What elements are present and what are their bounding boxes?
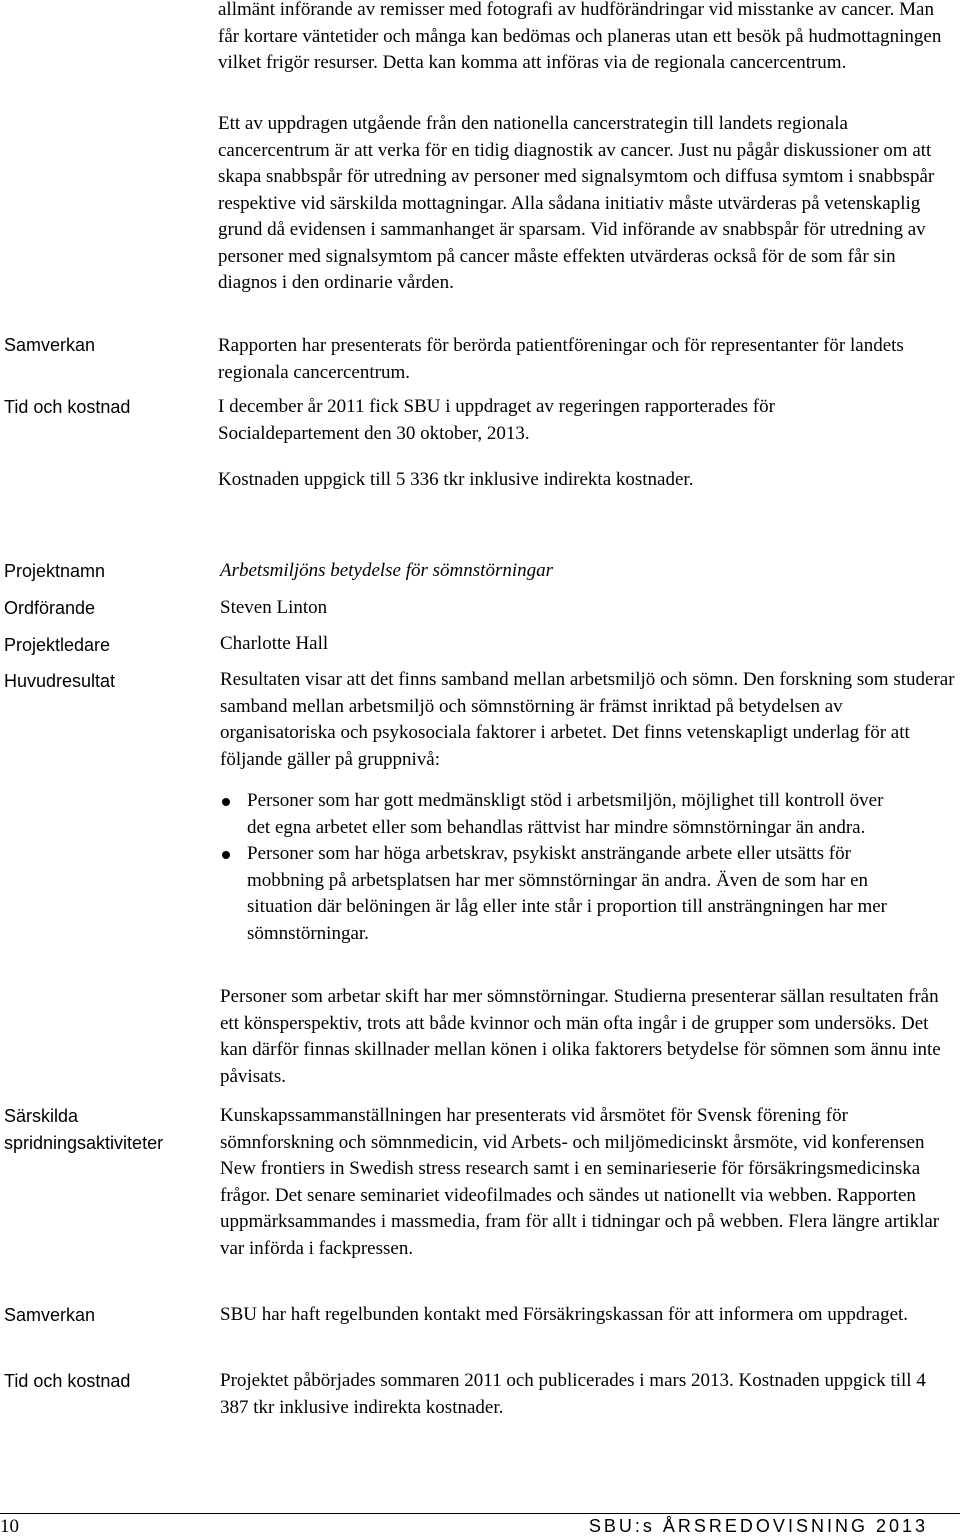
intro-paragraph: allmänt införande av remisser med fotografi av hudförändringar vid misstanke av cancer. Man får kortare väntetider och många kan bedömas och planeras utan ett besök på hudmottagningen vilket frigör resurser. Detta kan komma att införas via de regionala cancercentrum.	[218, 0, 942, 73]
leader-value: Charlotte Hall	[220, 633, 329, 654]
tid-och-kostnad-label: Tid och kostnad	[4, 397, 131, 417]
spridning-label-line-1: Särskilda	[4, 1106, 79, 1126]
result-bullet-list	[220, 788, 900, 947]
projektledare-label: Projektledare	[4, 635, 111, 655]
samverkan-label-2: Samverkan	[4, 1305, 96, 1325]
chair-value: Steven Linton	[220, 597, 328, 618]
result-bullet-item	[220, 788, 900, 841]
samverkan-text: Rapporten har presenterats för berörda patientföreningar och för representanter för landets regionala cancercentrum.	[218, 335, 904, 383]
page-number: 10	[0, 1516, 19, 1537]
project-name-value: Arbetsmiljöns betydelse för sömnstörningar	[220, 560, 554, 581]
tid-och-kostnad-label-2: Tid och kostnad	[4, 1371, 131, 1391]
spridning-label	[4, 1103, 163, 1157]
footer-divider	[0, 1513, 960, 1514]
tid-och-kostnad-text: I december år 2011 fick SBU i uppdraget av regeringen rapporterades för Socialdepartement den 30 oktober, 2013.	[218, 396, 775, 444]
spridning-label-line-2: spridningsaktiviteter	[4, 1133, 164, 1153]
bullet-icon	[222, 798, 230, 806]
bullet-text: Personer som har gott medmänskligt stöd i arbetsmiljön, möjlighet till kontroll över det egna arbetet eller som behandlas rättvist har mindre sömnstörningar än andra.	[247, 790, 884, 838]
ordforande-label: Ordförande	[4, 598, 96, 618]
running-title: SBU:s ÅRSREDOVISNING 2013	[588, 1516, 928, 1536]
shift-work-text: Personer som arbetar skift har mer sömnstörningar. Studierna presenterar sällan resultaten från ett könsperspektiv, trots att både kvinnor och män ofta ingår i de grupper som undersöks. Det kan därför finnas skillnader mellan könen i olika faktorers betydelse för sömnen som ännu inte påvisats.	[220, 986, 941, 1087]
tid-och-kostnad-text-2: Projektet påbörjades sommaren 2011 och publicerades i mars 2013. Kostnaden uppgick till 4 387 tkr inklusive indirekta kostnader.	[220, 1370, 926, 1418]
bullet-text: Personer som har höga arbetskrav, psykiskt ansträngande arbete eller utsätts för mobbning på arbetsplatsen har mer sömnstörningar än andra. Även de som har en situation där belöningen är låg eller inte står i proportion till ansträngningen har mer sömnstörningar.	[247, 843, 888, 944]
huvudresultat-label: Huvudresultat	[4, 671, 116, 691]
samverkan-text-2: SBU har haft regelbunden kontakt med Försäkringskassan för att informera om uppdraget.	[220, 1304, 909, 1325]
bullet-icon	[222, 851, 230, 859]
main-result-text: Resultaten visar att det finns samband mellan arbetsmiljö och sömn. Den forskning som studerar samband mellan arbetsmiljö och sömnstörning är främst inriktad på betydelsen av organisatoriska och psykosociala faktorer i arbetet. Det finns vetenskapligt underlag för att följande gäller på gruppnivå:	[220, 669, 955, 770]
cost-text: Kostnaden uppgick till 5 336 tkr inklusive indirekta kostnader.	[218, 469, 694, 490]
result-bullet-item	[220, 841, 900, 947]
dissemination-text: Kunskapssammanställningen har presenterats vid årsmötet för Svensk förening för sömnforskning och sömnmedicin, vid Arbets- och miljömedicinskt årsmöte, vid konferensen New frontiers in Swedish stress research samt i en seminarieserie för försäkringsmedicinska frågor. Det senare seminariet videofilmades och sändes ut nationellt via webben. Rapporten uppmärksammandes i massmedia, fram för allt i tidningar och på webben. Flera längre artiklar var införda i fackpressen.	[220, 1105, 940, 1259]
samverkan-label: Samverkan	[4, 335, 96, 355]
projektnamn-label: Projektnamn	[4, 561, 106, 581]
cancer-strategy-paragraph: Ett av uppdragen utgående från den nationella cancerstrategin till landets regionala cancercentrum är att verka för en tidig diagnostik av cancer. Just nu pågår diskussioner om att skapa snabbspår för utredning av personer med signalsymtom och diffusa symtom i snabbspår respektive vid särskilda mottagningar. Alla sådana initiativ måste utvärderas på vetenskaplig grund då evidensen i sammanhanget är sparsam. Vid införande av snabbspår för utredning av personer med signalsymtom på cancer måste effekten utvärderas också för de som får sin diagnos i den ordinarie vården.	[218, 113, 935, 293]
